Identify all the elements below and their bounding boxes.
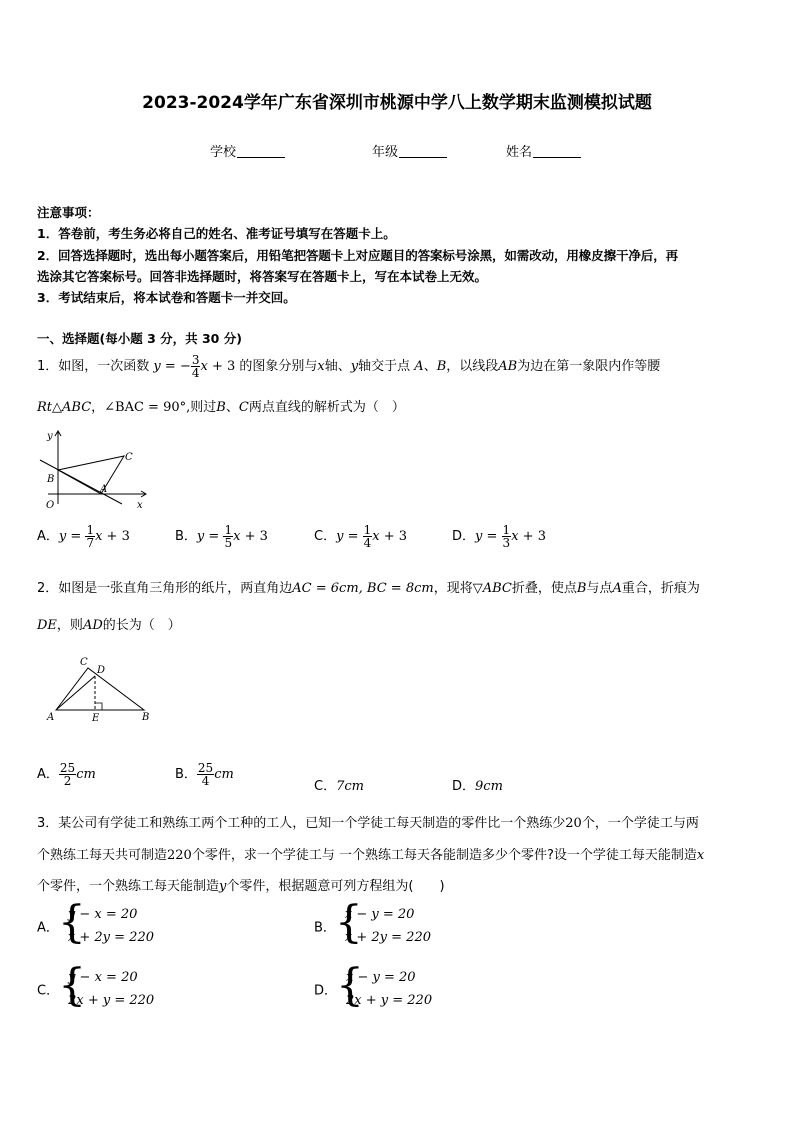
q2-figure bbox=[42, 654, 157, 724]
q3-option-a-eq1: y − x = 20 bbox=[67, 907, 138, 922]
note-1: 1．答卷前，考生务必将自己的姓名、准考证号填写在答题卡上。 bbox=[37, 226, 396, 241]
q1-option-c[interactable]: C．y = $\frac{1}{4}$ x + 3 bbox=[314, 523, 408, 550]
q2-label-d: D bbox=[97, 665, 106, 676]
q2-option-c-text: 7cm bbox=[336, 779, 364, 794]
name-label: 姓名 bbox=[506, 145, 533, 160]
q2-segment-ad bbox=[56, 676, 95, 710]
q1-option-a-num: 1 bbox=[86, 523, 95, 537]
q2-l2d: 的长为（ ） bbox=[102, 618, 181, 633]
notes-heading: 注意事项： bbox=[37, 205, 100, 220]
q2-option-b-den: 4 bbox=[201, 774, 210, 788]
q3-l3a: 个零件，一个熟练工每天能制造 bbox=[37, 879, 220, 894]
q3-option-c-eq2: 2x + y = 220 bbox=[68, 993, 155, 1008]
q2-line1: 2．如图是一张直角三角形的纸片，两直角边AC = 6cm, BC = 8cm，现将▽ABC折叠，使点B与点A重合，折痕为 bbox=[37, 581, 700, 596]
q3-option-c-eq1: y − x = 20 bbox=[68, 970, 138, 985]
q2-option-b-unit: cm bbox=[214, 767, 234, 782]
q1-line1: 1．如图，一次函数 y = − $\frac{3}{4}$ x + 3 的图象分别与x轴、y轴交于点 A、B，以线段AB为边在第一象限内作等腰 bbox=[37, 353, 661, 380]
q3-option-d[interactable] bbox=[314, 960, 433, 1012]
q1-line2: Rt△ABC，∠BAC = 90°,则过B、C两点直线的解析式为（ ） bbox=[37, 400, 405, 415]
q2-l1d: ABC bbox=[482, 581, 512, 596]
name-blank bbox=[533, 145, 581, 158]
q1-option-b[interactable]: B．y = $\frac{1}{5}$ x + 3 bbox=[175, 523, 268, 550]
q3-line3: 个零件，一个熟练工每天能制造y个零件，根据题意可列方程组为( ) bbox=[37, 879, 445, 894]
q1-option-d-num: 1 bbox=[502, 523, 511, 537]
q1-label-a: A bbox=[100, 484, 108, 495]
school-field bbox=[210, 141, 285, 160]
name-field bbox=[506, 141, 581, 160]
q1-t3: 轴交于点 bbox=[358, 359, 411, 374]
q1-triangle-abc bbox=[58, 456, 124, 494]
section-heading: 一、选择题(每小题 3 分，共 30 分) bbox=[37, 331, 242, 346]
q1-option-b-num: 1 bbox=[224, 523, 233, 537]
q1-label-x: x bbox=[137, 500, 143, 511]
q3-option-a-eq2: x + 2y = 220 bbox=[67, 930, 154, 945]
q1-option-b-label: B． bbox=[175, 529, 197, 544]
note-3: 3．考试结束后，将本试卷和答题卡一并交回。 bbox=[37, 290, 296, 305]
q2-option-b-num: 25 bbox=[197, 761, 214, 775]
note-2b: 选涂其它答案标号。回答非选择题时，将答案写在答题卡上，写在本试卷上无效。 bbox=[37, 269, 488, 284]
q3-option-c[interactable] bbox=[37, 960, 155, 1012]
q1-option-c-den: 4 bbox=[363, 536, 372, 550]
q1-l2d: 两点直线的解析式为（ ） bbox=[248, 400, 405, 415]
q1-label-c: C bbox=[125, 452, 133, 463]
q2-l1g: 重合，折痕为 bbox=[621, 581, 700, 596]
page-title: 2023-2024学年广东省深圳市桃源中学八上数学期末监测模拟试题 bbox=[142, 93, 652, 113]
q1-t2: 轴、 bbox=[324, 359, 351, 374]
q1-option-d-den: 3 bbox=[502, 536, 511, 550]
school-label: 学校 bbox=[210, 145, 237, 160]
q2-right-angle-mark bbox=[95, 703, 102, 710]
q2-option-a-unit: cm bbox=[76, 767, 96, 782]
q2-l2b: ，则 bbox=[56, 618, 83, 633]
q3-l2n: 220 bbox=[167, 848, 192, 863]
q2-label-a: A bbox=[47, 712, 55, 723]
q1-label-b: B bbox=[47, 474, 55, 485]
q2-option-b[interactable] bbox=[175, 762, 234, 787]
q1-option-b-den: 5 bbox=[224, 536, 233, 550]
q2-l2c: AD bbox=[82, 618, 103, 633]
q1-option-a-label: A． bbox=[37, 529, 59, 544]
q2-l1b: AC = 6cm, BC = 8cm bbox=[292, 581, 434, 596]
q2-option-a-num: 25 bbox=[59, 761, 76, 775]
q1-option-a-den: 7 bbox=[86, 536, 95, 550]
q2-option-b-label: B． bbox=[175, 767, 197, 782]
q2-label-b: B bbox=[142, 712, 150, 723]
q2-l1a: 2．如图是一张直角三角形的纸片，两直角边 bbox=[37, 581, 293, 596]
q3-option-a[interactable] bbox=[37, 897, 154, 949]
q3-option-b-eq2: x + 2y = 220 bbox=[344, 930, 431, 945]
q1-l2c: 则过 bbox=[190, 400, 217, 415]
q1-option-c-label: C． bbox=[314, 529, 337, 544]
q2-l1f: 与点 bbox=[586, 581, 613, 596]
q1-l2b: ，∠BAC = 90°, bbox=[91, 400, 191, 415]
q1-t5: 为边在第一象限内作等腰 bbox=[517, 359, 661, 374]
q2-option-c[interactable] bbox=[314, 775, 364, 794]
q1-t1: 的图象分别与 bbox=[239, 359, 318, 374]
q2-option-d-label: D． bbox=[452, 779, 476, 794]
q1-label-o: O bbox=[46, 500, 55, 511]
grade-blank bbox=[399, 145, 447, 158]
q3-l3b: 个零件，根据题意可列方程组为( ) bbox=[226, 879, 445, 894]
q2-option-a[interactable] bbox=[37, 762, 96, 787]
note-2a: 2．回答选择题时，选出每小题答案后，用铅笔把答题卡上对应题目的答案标号涂黑，如需改动，用橡皮擦干净后，再 bbox=[37, 248, 679, 263]
q3-option-d-eq2: 2x + y = 220 bbox=[346, 993, 433, 1008]
q3-line2: 个熟练工每天共可制造220个零件，求一个学徒工与 一个熟练工每天各能制造多少个零件?设一个学徒工每天能制造x bbox=[37, 848, 705, 863]
q3-option-d-system: { x − y = 20 2x + y = 220 bbox=[336, 960, 433, 1011]
q2-option-d-text: 9cm bbox=[475, 779, 503, 794]
q2-l1e: 折叠，使点 bbox=[511, 581, 577, 596]
q2-option-a-den: 2 bbox=[63, 774, 72, 788]
q3-option-b-eq1: x − y = 20 bbox=[344, 907, 415, 922]
q2-l1c: ，现将▽ bbox=[433, 581, 483, 596]
q3-option-c-system: { y − x = 20 2x + y = 220 bbox=[58, 960, 155, 1011]
q3-l1e: 个，一个学徒工与两 bbox=[581, 816, 699, 831]
q3-option-b[interactable] bbox=[314, 897, 431, 949]
q3-option-c-label: C． bbox=[37, 983, 60, 999]
school-blank bbox=[237, 145, 285, 158]
grade-field bbox=[372, 141, 447, 160]
q1-option-a[interactable]: A．y = $\frac{1}{7}$ x + 3 bbox=[37, 523, 130, 550]
q3-l1n: 20 bbox=[565, 816, 582, 831]
q2-option-c-label: C． bbox=[314, 779, 337, 794]
q2-l2a: DE bbox=[37, 618, 57, 633]
q2-label-e: E bbox=[92, 713, 100, 724]
q3-option-d-eq1: x − y = 20 bbox=[346, 970, 416, 985]
q3-option-a-system: { y − x = 20 x + 2y = 220 bbox=[57, 897, 154, 948]
q1-t4: ，以线段 bbox=[446, 359, 499, 374]
q1-option-d-label: D． bbox=[452, 529, 476, 544]
q1-l2a: Rt△ABC bbox=[37, 400, 92, 415]
q3-line1 bbox=[37, 812, 699, 831]
q2-label-c: C bbox=[80, 657, 88, 668]
q1-figure bbox=[36, 424, 152, 514]
q3-l2a: 个熟练工每天共可制造 bbox=[37, 848, 168, 863]
q2-option-a-label: A． bbox=[37, 767, 59, 782]
q3-option-b-system: { x − y = 20 x + 2y = 220 bbox=[334, 897, 431, 948]
q2-option-d[interactable] bbox=[452, 775, 503, 794]
q3-option-d-label: D． bbox=[314, 983, 338, 999]
q2-line2 bbox=[37, 614, 181, 633]
q1-label-y: y bbox=[47, 431, 53, 442]
q3-l2b: 个零件，求一个学徒工与 一个熟练工每天各能制造多少个零件?设一个学徒工每天能制造 bbox=[191, 848, 697, 863]
q1-option-d[interactable]: D．y = $\frac{1}{3}$ x + 3 bbox=[452, 523, 546, 550]
q1-option-c-num: 1 bbox=[363, 523, 372, 537]
q1-num: 1．如图，一次函数 bbox=[37, 359, 150, 374]
grade-label: 年级 bbox=[372, 145, 399, 160]
q3-option-a-label: A． bbox=[37, 920, 59, 936]
q3-option-b-label: B． bbox=[314, 920, 336, 936]
q3-l1: 3．某公司有学徒工和熟练工两个工种的工人，已知一个学徒工每天制造的零件比一个熟练少 bbox=[37, 816, 566, 831]
